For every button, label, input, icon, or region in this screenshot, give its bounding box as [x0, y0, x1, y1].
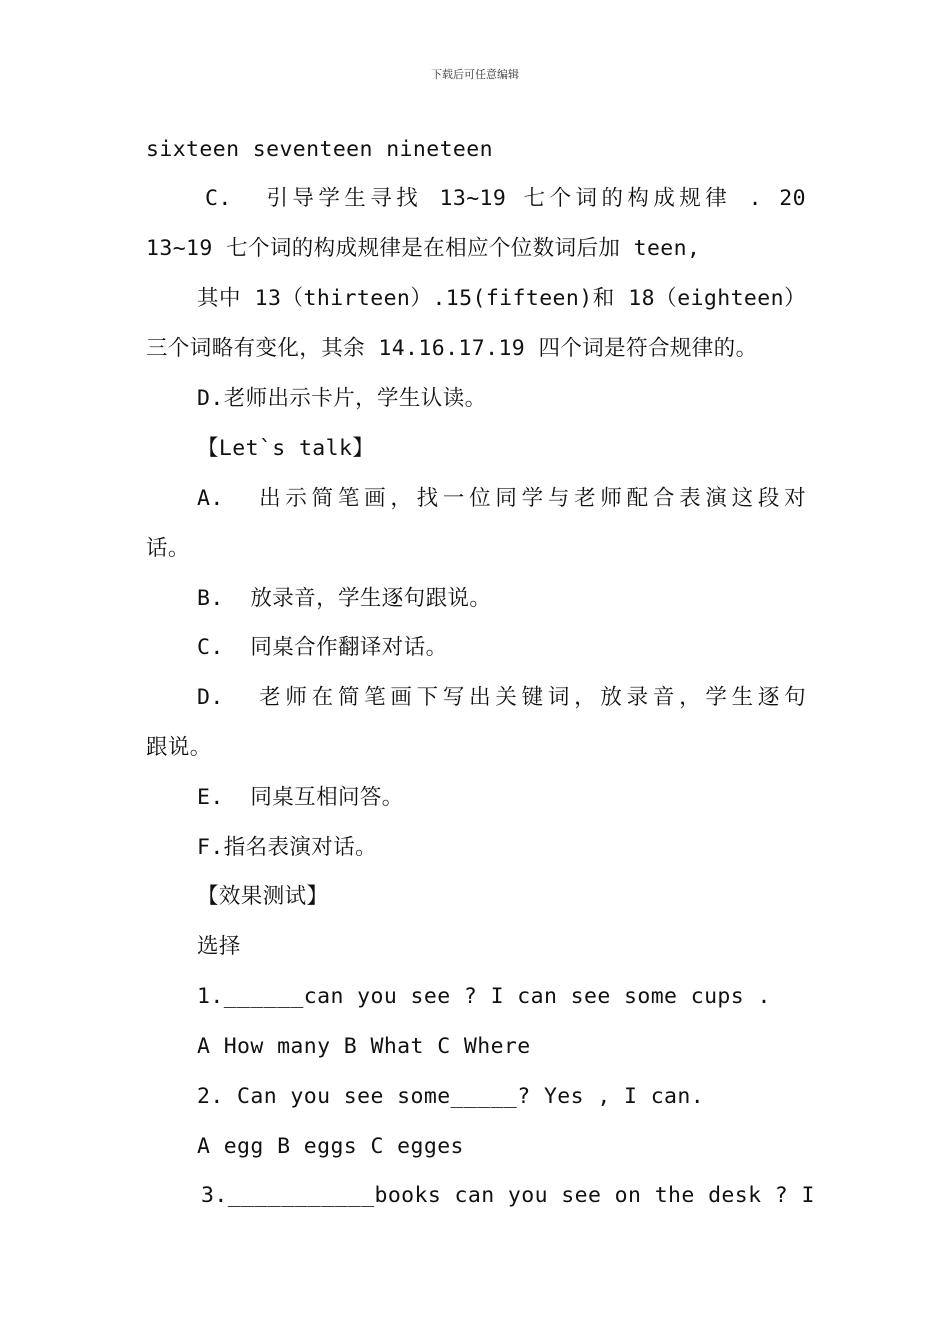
text-line: D.老师出示卡片，学生认读。 — [197, 386, 487, 411]
text-line: B. 放录音，学生逐句跟说。 — [197, 586, 492, 611]
text-line: 选择 — [197, 934, 241, 959]
text-line: C. 同桌合作翻译对话。 — [197, 635, 448, 660]
text-line: 其中 13（thirteen）.15(fifteen)和 18（eighteen） — [197, 286, 806, 311]
question-line: 2. Can you see some_____? Yes , I can. — [197, 1084, 705, 1109]
text-line: 13~19 七个词的构成规律是在相应个位数词后加 teen, — [146, 236, 701, 261]
question-line: 1.______can you see ? I can see some cups . — [197, 984, 771, 1009]
section-heading: 【Let`s talk】 — [197, 436, 375, 461]
text-line: F.指名表演对话。 — [197, 835, 377, 860]
text-line: C. 引导学生寻找 13~19 七个词的构成规律 . 20 — [205, 186, 806, 211]
text-line: 三个词略有变化，其余 14.16.17.19 四个词是符合规律的。 — [146, 336, 758, 361]
text-line: sixteen seventeen nineteen — [146, 137, 493, 162]
text-line: 话。 — [146, 536, 190, 561]
text-line: A. 出示简笔画，找一位同学与老师配合表演这段对 — [197, 486, 806, 511]
answer-options: A How many B What C Where — [197, 1034, 531, 1059]
text-line: E. 同桌互相问答。 — [197, 785, 404, 810]
section-heading: 【效果测试】 — [197, 884, 329, 909]
question-line: 3.___________books can you see on the desk ? I — [201, 1183, 815, 1208]
answer-options: A egg B eggs C egges — [197, 1134, 464, 1159]
page-header: 下载后可任意编辑 — [431, 68, 519, 81]
text-line: D. 老师在简笔画下写出关键词，放录音，学生逐句 — [197, 685, 806, 710]
text-line: 跟说。 — [146, 735, 212, 760]
